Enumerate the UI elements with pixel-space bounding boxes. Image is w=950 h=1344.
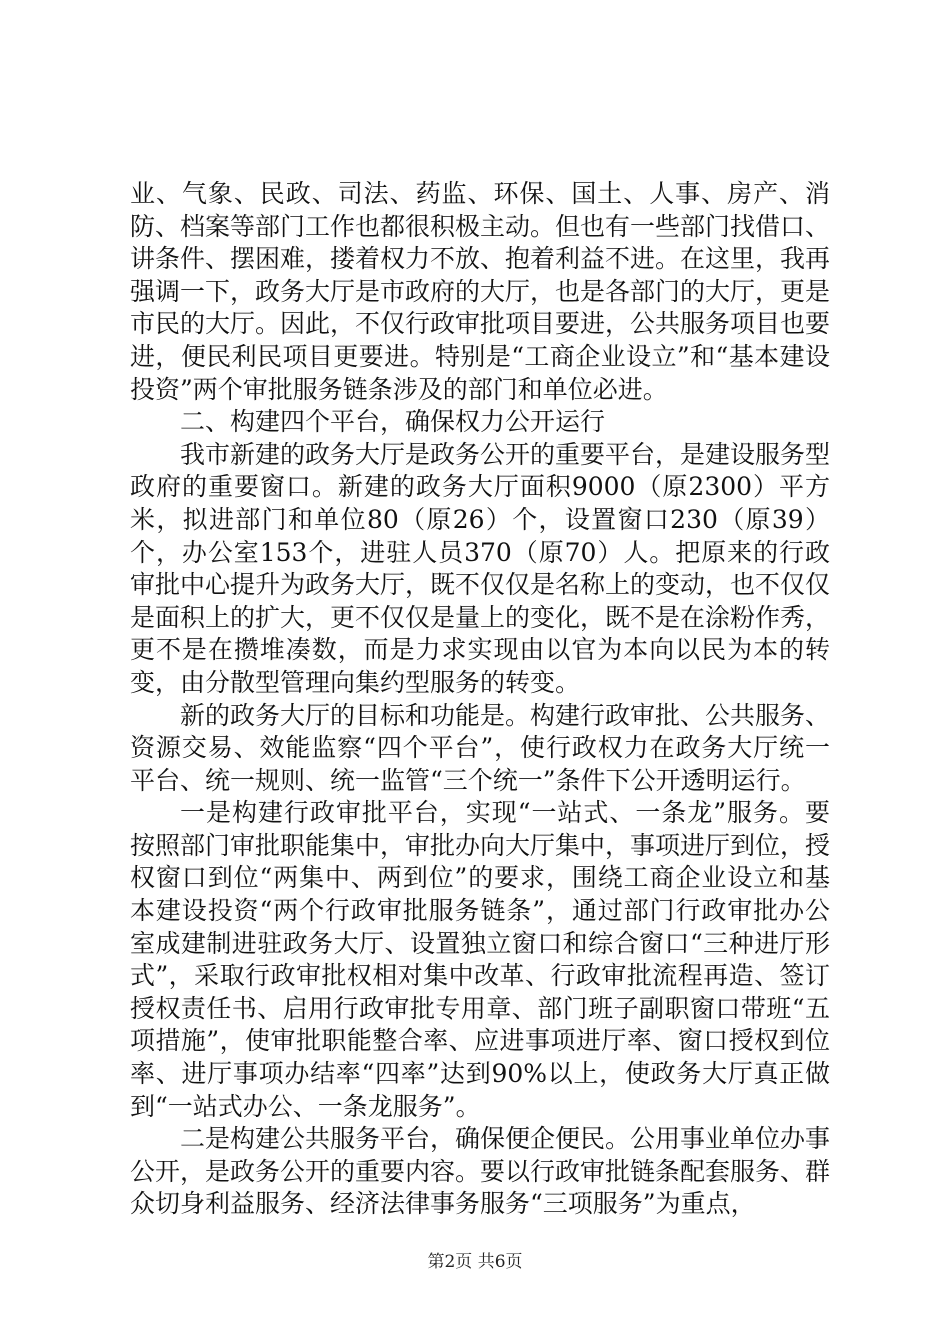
paragraph-approval-platform: 一是构建行政审批平台，实现“一站式、一条龙”服务。要按照部门审批职能集中，审批办向大厅集中，事项进厅到位，授权窗口到位“两集中、两到位”的要求，围绕工商企业设立和基本建设投资“两个行政审批服务链条”，通过部门行政审批办公室成建制进驻政务大厅、设置独立窗口和综合窗口“三种进厅形式”，采取行政审批权相对集中改革、行政审批流程再造、签订授权责任书、启用行政审批专用章、部门班子副职窗口带班“五项措施”，使审批职能整合率、应进事项进厅率、窗口授权到位率、进厅事项办结率“四率”达到90%以上，使政务大厅真正做到“一站式办公、一条龙服务”。 xyxy=(130,798,831,1121)
document-body xyxy=(130,178,830,1221)
paragraph-hall-goals: 新的政务大厅的目标和功能是。构建行政审批、公共服务、资源交易、效能监察“四个平台”，使行政权力在政务大厅统一平台、统一规则、统一监管“三个统一”条件下公开透明运行。 xyxy=(130,700,831,795)
paragraph-public-service-platform: 二是构建公共服务平台，确保便企便民。公用事业单位办事公开，是政务公开的重要内容。要以行政审批链条配套服务、群众切身利益服务、经济法律事务服务“三项服务”为重点， xyxy=(130,1124,831,1219)
paragraph-hall-overview: 我市新建的政务大厅是政务公开的重要平台，是建设服务型政府的重要窗口。新建的政务大厅面积9000（原2300）平方米，拟进部门和单位80（原26）个，设置窗口230（原39）个，办公室153个，进驻人员370（原70）人。把原来的行政审批中心提升为政务大厅，既不仅仅是名称上的变动，也不仅仅是面积上的扩大，更不仅仅是量上的变化，既不是在涂粉作秀，更不是在攒堆凑数，而是力求实现由以官为本向以民为本的转变，由分散型管理向集约型服务的转变。 xyxy=(130,439,831,697)
page-number-footer: 第2页 共6页 xyxy=(427,1252,523,1272)
paragraph-continuation: 业、气象、民政、司法、药监、环保、国土、人事、房产、消防、档案等部门工作也都很积极主动。但也有一些部门找借口、讲条件、摆困难，搂着权力不放、抱着利益不进。在这里，我再强调一下，政务大厅是市政府的大厅，也是各部门的大厅，更是市民的大厅。因此，不仅行政审批项目要进，公共服务项目也要进，便民利民项目更要进。特别是“工商企业设立”和“基本建设投资”两个审批服务链条涉及的部门和单位必进。 xyxy=(130,179,831,404)
section-heading: 二、构建四个平台，确保权力公开运行 xyxy=(180,407,606,437)
